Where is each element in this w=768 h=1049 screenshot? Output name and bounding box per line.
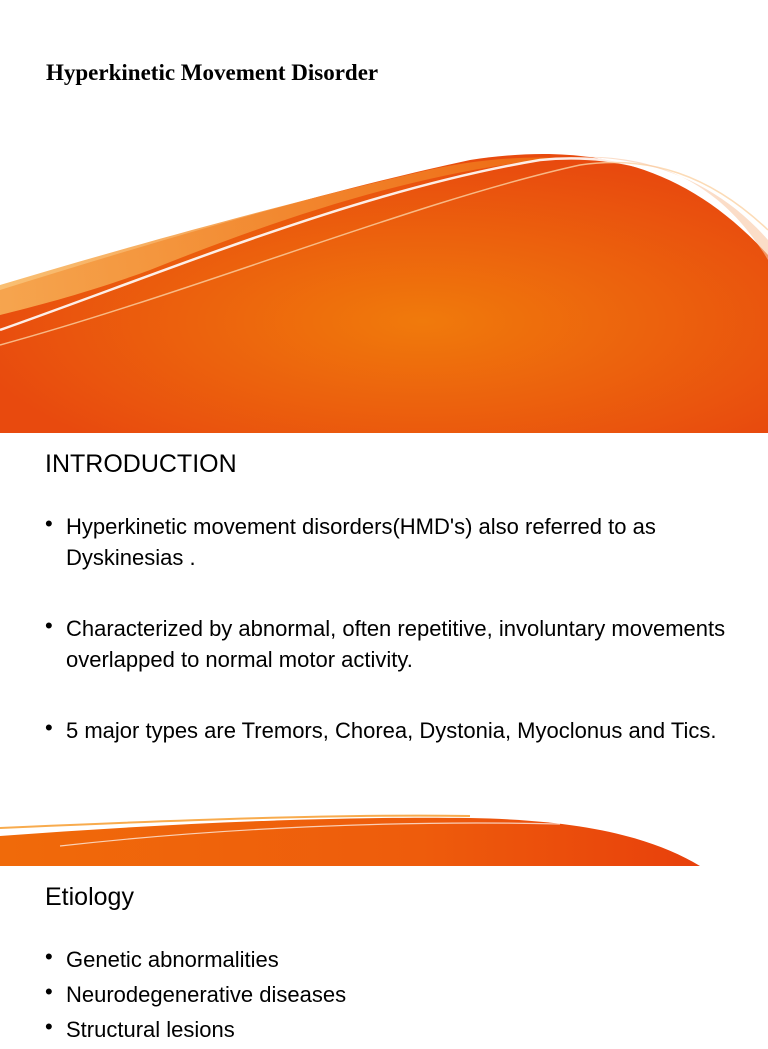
list-item: • Genetic abnormalities — [45, 944, 728, 975]
slide-heading: INTRODUCTION — [45, 450, 237, 478]
slide-heading: Etiology — [45, 883, 134, 911]
list-item: • Neurodegenerative diseases — [45, 979, 728, 1010]
orange-wave-footer-graphic — [0, 806, 768, 866]
orange-wave-graphic — [0, 0, 768, 433]
title-slide — [0, 0, 768, 433]
list-item: • Structural lesions — [45, 1014, 728, 1045]
etiology-slide — [0, 866, 768, 1042]
introduction-slide — [0, 433, 768, 866]
bullet-list — [45, 511, 728, 786]
slide-title: Hyperkinetic Movement Disorder — [46, 60, 379, 85]
list-item: • Characterized by abnormal, often repetitive, involuntary movements overlapped to normal motor activity. — [45, 613, 728, 675]
list-item: • 5 major types are Tremors, Chorea, Dystonia, Myoclonus and Tics. — [45, 715, 728, 746]
list-item: • Hyperkinetic movement disorders(HMD's) also referred to as Dyskinesias . — [45, 511, 728, 573]
bullet-list — [45, 944, 728, 1049]
